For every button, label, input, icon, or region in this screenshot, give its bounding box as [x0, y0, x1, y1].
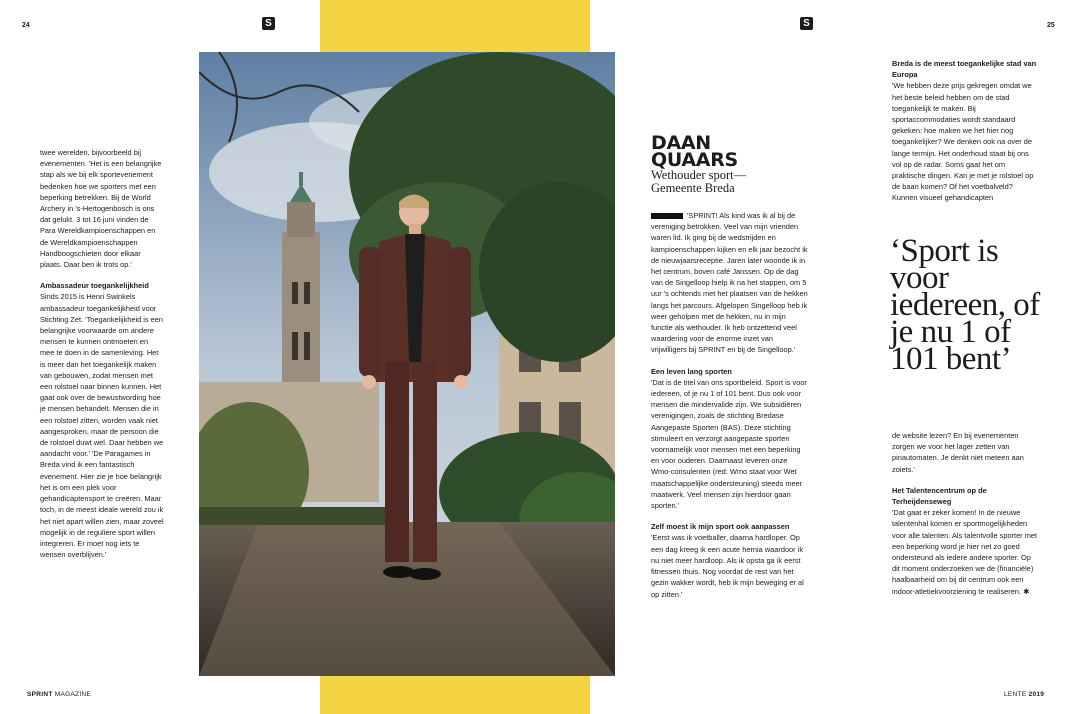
end-mark-icon: ✱ [1023, 586, 1030, 596]
intro-bar [651, 213, 683, 219]
footer-year: 2019 [1028, 691, 1045, 698]
photo-illustration [199, 52, 615, 676]
col3-paragraph-2: de website lezen? En bij evenementen zorgen we voor het lager zetten van pinautomaten. Je denkt niet meteen aan zoiets.' [892, 431, 1024, 474]
page-number-left: 24 [22, 22, 30, 29]
text-column-3-bottom [892, 430, 1040, 597]
text-column-2 [651, 210, 809, 600]
col3-paragraph-1: 'We hebben deze prijs gekregen omdat we het beste beleid hebben om de stad toegankelijk te maken. Bij sportaccommodaties wordt standaard gekeken: hoe maken we het hier nog toegankelijker? We denken ook na over de lange termijn. Het onderhoud staat bij ons vol op de radar. Soms gaat het om praktische dingen. Kan je met je rolstoel op de baan komen? Of het voetbalveld? Kunnen visueel gehandicapten [892, 81, 1034, 203]
text-column-1 [40, 147, 164, 560]
col3-paragraph-3: 'Dat gaat er zeker komen! In de nieuwe talentenhal komen er sportmogelijkheden voor alle talenten. Als talentvolle sporter met een beperking word je hier net zo goed ondersteund als iedere andere sporter. Op dit moment onderzoeken we de (financiële) haalbaarheid om bij dit centrum ook een indoor-atletiekvoorziening te realiseren. [892, 508, 1038, 596]
pull-quote: ‘Sport is voor iedereen, of je nu 1 of 101 bent’ [890, 233, 1040, 377]
col2-intro: 'SPRINT! Als kind was ik al bij de vereniging betrokken. Veel van mijn vrienden waren lid. Ik ging bij de wedstrijden en kampioenschappen kijken en elk jaar bezocht ik de nieuwjaarsreceptie. Jaren later woonde ik in het centrum, boven café Janssen. Op de dag van de Singelloop hielp ik na het stappen, om 5 uur 's ochtends met het plaatsen van de hekken langs het parcours. Afgelopen Singelloop heb ik weer geholpen met de hekken, nu in mijn functie als wethouder. Ik heb ontzettend veel waardering voor de enorme inzet van vrijwilligers bij SPRINT en bij de Singelloop.' [651, 211, 808, 355]
portrait-photo [199, 52, 615, 676]
footer-right [1004, 691, 1044, 698]
col3-heading-2: Het Talentencentrum op de Terheijdenseweg [892, 485, 987, 507]
footer-season: LENTE [1004, 691, 1029, 698]
page-number-right: 25 [1047, 22, 1055, 29]
col2-paragraph-2: 'Eerst was ik voetballer, daarna hardloper. Op een dag kreeg ik een acute hernia waardoor ik nu niet meer hardloop. Als ik opsta ga ik eerst fitnessen thuis. Nog voordat de rest van het gezin wakker wordt, heb ik mijn beweging er al op zitten.' [651, 533, 804, 599]
footer-brand: SPRINT [27, 691, 53, 698]
col3-heading-1: Breda is de meest toegankelijke stad van Europa [892, 59, 1037, 80]
col1-paragraph-2: Sinds 2015 is Henri Swinkels ambassadeur toegankelijkheid voor Stichting Zet. 'Toegankelijkheid is een belangrijke voorwaarde om andere mensen te kunnen ontmoeten en mee te doen in de samenleving. Het is meer dan het toegankelijk maken van gebouwen, zodat mensen met een rolstoel naar binnen kunnen. Het gaat ook over de bewustwording hoe je mensen behandelt. Mensen die in een rolstoel zitten, worden vaak niet aangesproken, maar de persoon die de rolstoel duwt wel. Daar hebben we aandacht voor.' 'De Paragames in Breda vind ik een fantastisch evenement. Hier zie je hoe belangrijk het is om een plek voor gehandicaptensport te creëren. Maar toch, in de meest ideale wereld zou ik het niet apart willen zien, maar zoveel mogelijk in de reguliere sport willen integreren. Er moet nog iets te wensen overblijven.' [40, 292, 164, 560]
col2-heading-2: Zelf moest ik mijn sport ook aanpassen [651, 522, 790, 532]
col1-heading: Ambassadeur toegankelijkheid [40, 281, 149, 291]
interviewee-name-first: DAAN [651, 132, 711, 154]
footer-magazine: MAGAZINE [52, 691, 92, 698]
interviewee-header [651, 132, 811, 195]
col2-paragraph-1: 'Dat is de titel van ons sportbeleid. Sport is voor iedereen, of je nu 1 of 101 bent. Dus ook voor mensen die mindervalide zijn. We subsidiëren verenigingen, zoals de stichting Bredase Aangepaste Sporten (BAS). Deze stichting stimuleert en verzorgt aangepaste sporten voornamelijk voor mensen met een beperking en voor ouderen. Daarnaast leveren onze Wmo-consulenten (red: Wmo staat voor Wet maatschappelijke ondersteuning) steeds meer maatwerk. Veel mensen zijn hierdoor gaan sporten.' [651, 377, 807, 511]
col2-heading-1: Een leven lang sporten [651, 366, 732, 376]
footer-left [27, 691, 91, 698]
text-column-3-top [892, 58, 1040, 204]
sprint-logo-right: S [800, 17, 813, 30]
sprint-logo-left: S [262, 17, 275, 30]
interviewee-name-last: QUAARS [651, 149, 738, 171]
col1-paragraph-1: twee werelden, bijvoorbeeld bij evenementen. 'Het is een belangrijke stap als we bij elk sportevenement bedenken hoe we sporters met een beperking betrekken. Bij de World Archery in 's-Hertogenbosch is ons dat gelukt. 3 tot 16 juni vinden de Para Wereldkampioenschappen en de Wereldkampioenschappen Handboogschieten door elkaar plaats. Daar ben ik trots op.' [40, 148, 162, 270]
interviewee-role-line2: Gemeente Breda [651, 181, 735, 195]
interviewee-role-line1: Wethouder sport— [651, 168, 747, 182]
